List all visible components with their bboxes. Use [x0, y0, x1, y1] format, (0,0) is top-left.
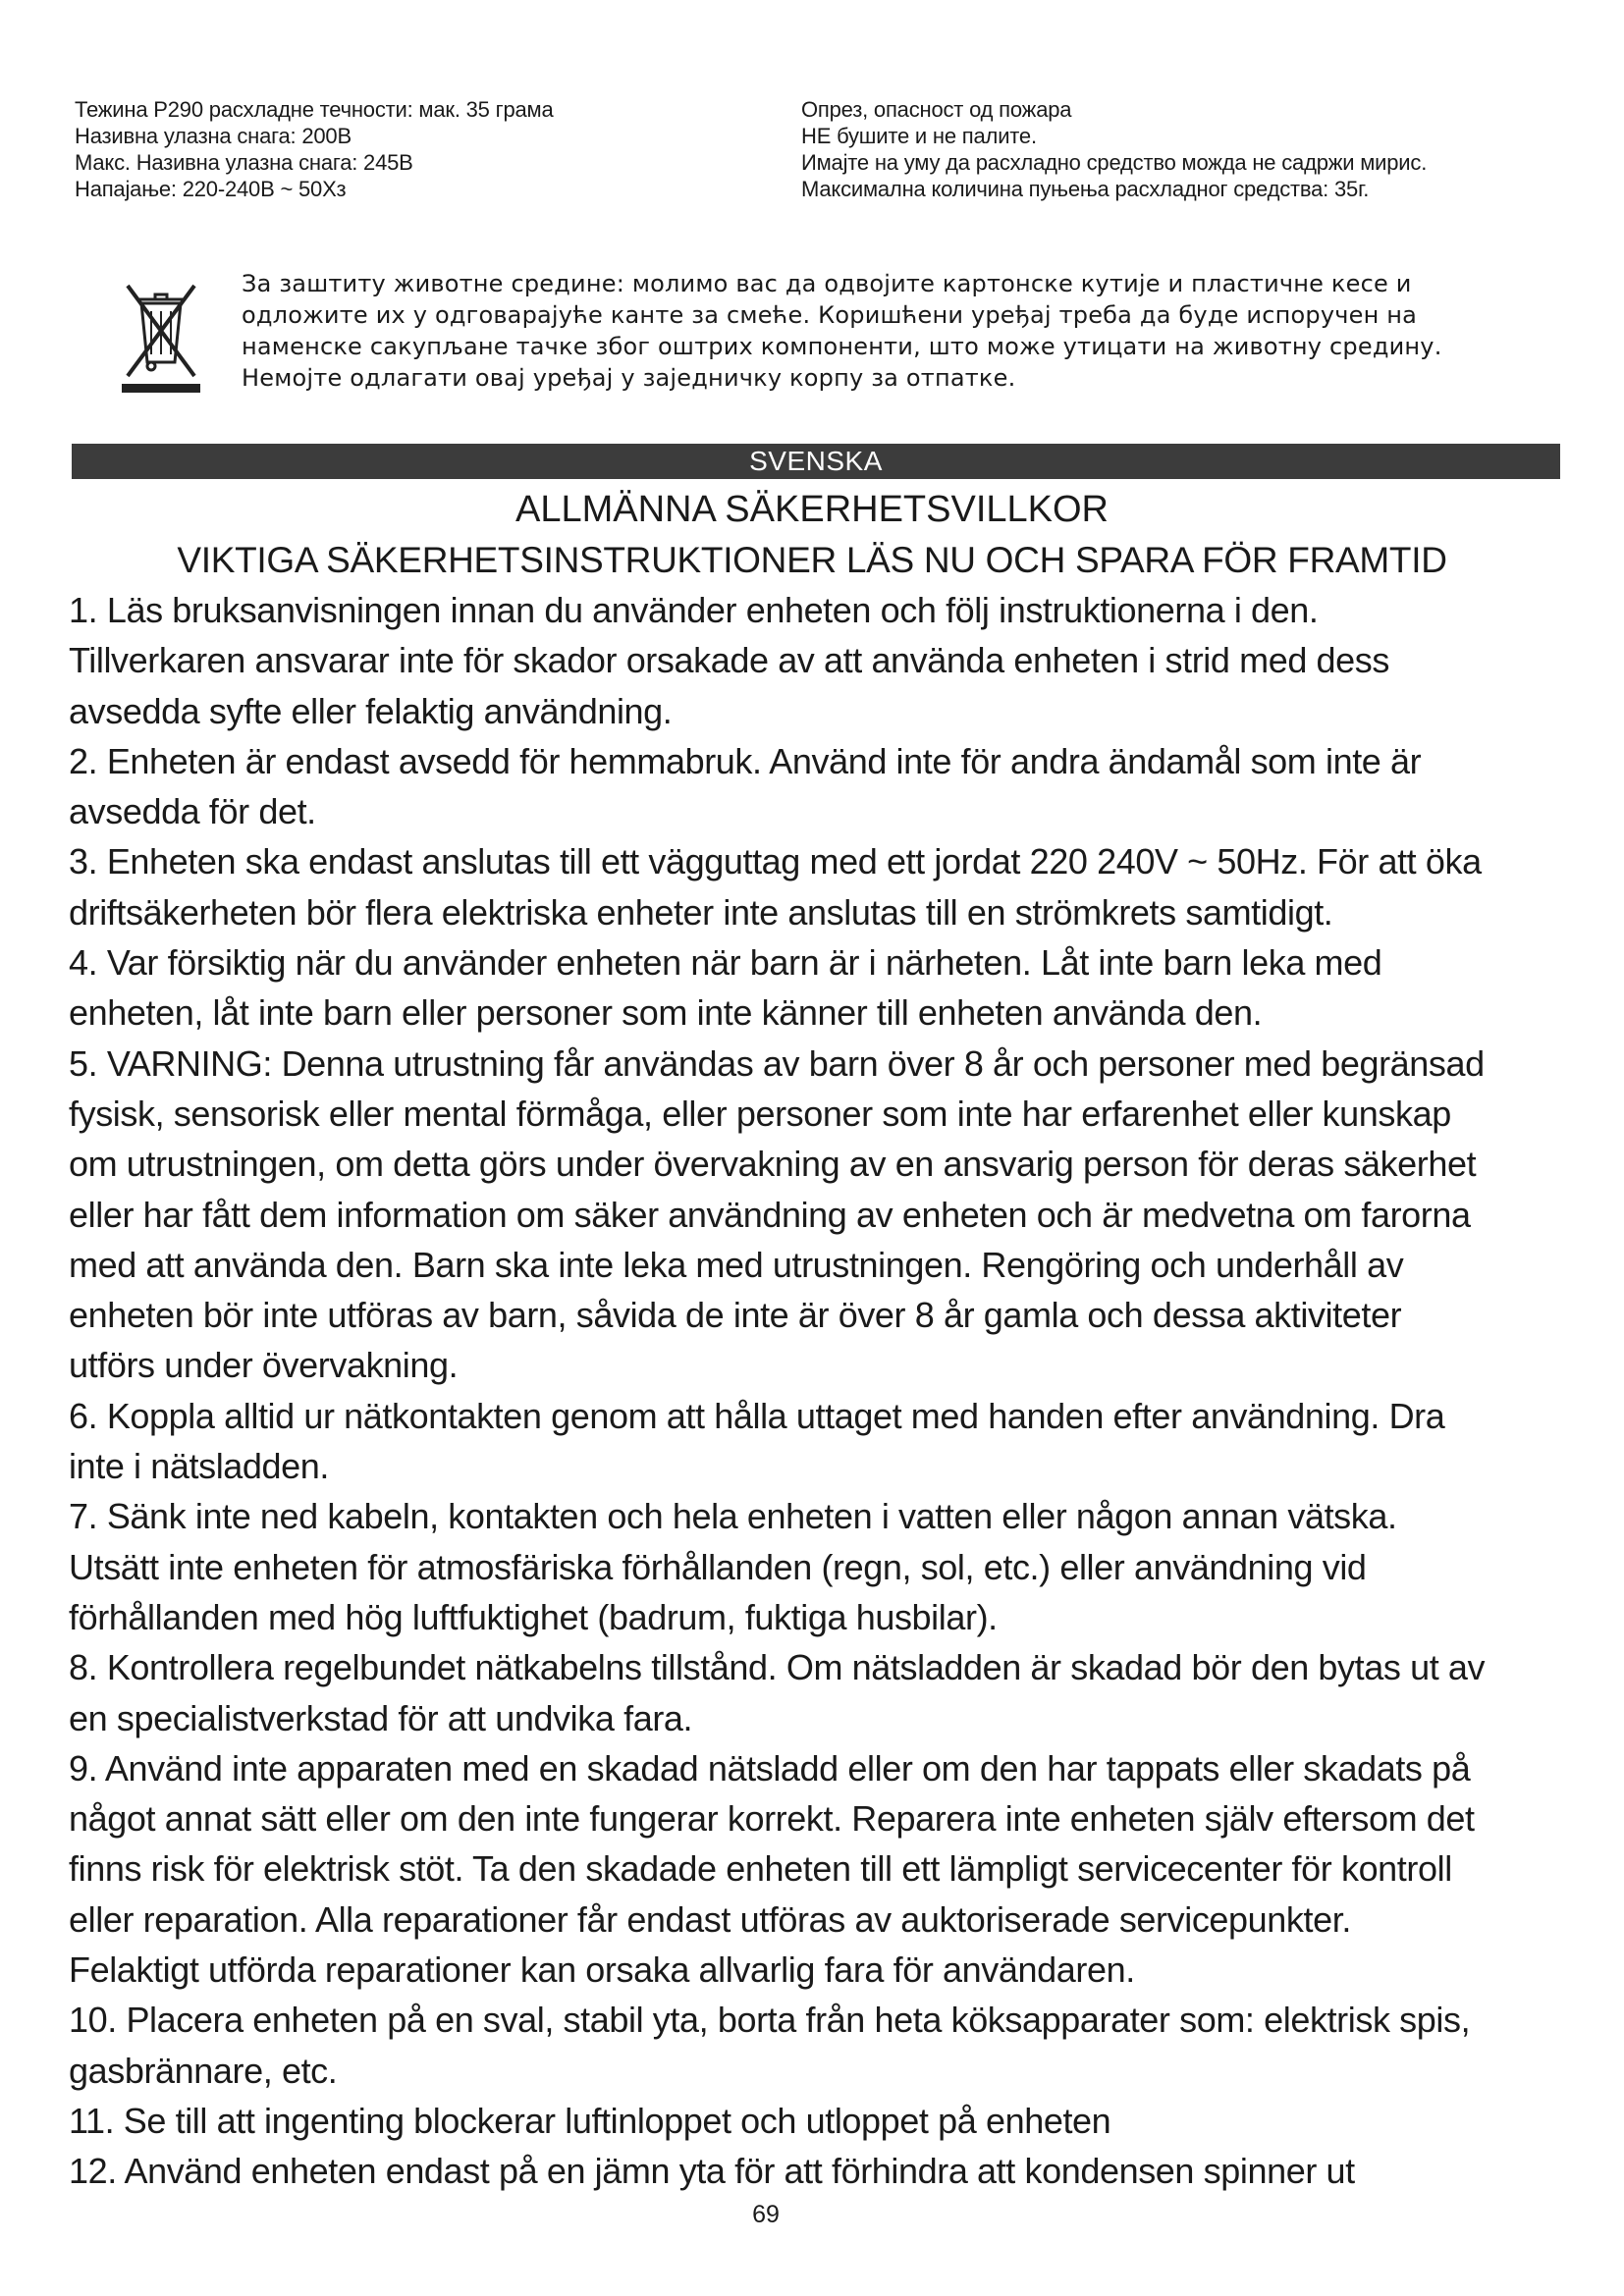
page-number: 69: [752, 2201, 780, 2228]
instruction-line: 9. Använd inte apparaten med en skadad nätsladd eller om den har tappats eller skadats på: [69, 1747, 1471, 1789]
spec-refrigerant-weight: Тежина Р290 расхладне течности: мак. 35 грама: [75, 97, 554, 122]
instruction-line: en specialistverkstad för att undvika fara.: [69, 1697, 693, 1738]
instruction-line: 5. VARNING: Denna utrustning får användas av barn över 8 år och personer med begränsad: [69, 1042, 1485, 1084]
spec-max-input-power: Макс. Називна улазна снага: 245В: [75, 150, 413, 175]
instruction-line: avsedda syfte eller felaktig användning.: [69, 690, 673, 731]
instruction-line: 11. Se till att ingenting blockerar luftinloppet och utloppet på enheten: [69, 2100, 1111, 2141]
instruction-line: finns risk för elektrisk stöt. Ta den skadade enheten till ett lämpligt servicecenter för kontroll: [69, 1848, 1452, 1890]
specifications-right-column: [801, 96, 1427, 202]
instruction-line: förhållanden med hög luftfuktighet (badrum, fuktiga husbilar).: [69, 1596, 998, 1637]
warning-max-charge: Максимална количина пуњења расхладног средства: 35г.: [801, 177, 1370, 201]
instruction-line: 4. Var försiktig när du använder enheten när barn är i närheten. Låt inte barn leka med: [69, 942, 1382, 984]
instruction-line: Utsätt inte enheten för atmosfäriska förhållanden (regn, sol, etc.) eller användning vid: [69, 1546, 1367, 1587]
environment-notice: [75, 268, 1567, 415]
instruction-line: om utrustningen, om detta görs under övervakning av en ansvarig person för deras säkerhet: [69, 1144, 1477, 1185]
instruction-line: 2. Enheten är endast avsedd för hemmabruk. Använd inte för andra ändamål som inte är: [69, 740, 1422, 781]
instruction-line: 6. Koppla alltid ur nätkontakten genom att hålla uttaget med handen efter användning. Dra: [69, 1395, 1445, 1436]
instruction-line: inte i nätsladden.: [69, 1446, 329, 1487]
spec-rated-input-power: Називна улазна снага: 200В: [75, 124, 352, 148]
instruction-line: driftsäkerheten bör flera elektriska enheter inte anslutas till en strömkrets samtidigt.: [69, 891, 1333, 933]
environment-line: Немојте одлагати овај уређај у заједничку корпу за отпатке.: [242, 364, 1016, 392]
instruction-line: eller reparation. Alla reparationer får endast utföras av auktoriserade servicepunkter.: [69, 1898, 1351, 1940]
instruction-line: 10. Placera enheten på en sval, stabil yta, borta från heta köksapparater som: elektrisk spis,: [69, 2000, 1471, 2041]
warning-do-not-pierce: НЕ бушите и не палите.: [801, 124, 1037, 148]
instruction-line: något annat sätt eller om den inte fungerar korrekt. Reparera inte enheten själv eftersom det: [69, 1798, 1475, 1840]
language-section-header: SVENSKA: [72, 444, 1560, 479]
instruction-line: avsedda för det.: [69, 791, 316, 832]
spec-power-supply: Напајање: 220-240В ~ 50Хз: [75, 177, 347, 201]
environment-line: За заштиту животне средине: молимо вас да одвојите картонске кутије и пластичне кесе и: [242, 270, 1412, 297]
section-title: ALLMÄNNA SÄKERHETSVILLKOR: [515, 489, 1109, 530]
environment-notice-text: [242, 268, 1577, 394]
instruction-line: utförs under övervakning.: [69, 1345, 459, 1386]
environment-line: одложите их у одговарајуће канте за смеће. Коришћени уређај треба да буде испоручен на: [242, 301, 1418, 329]
instruction-line: enheten bör inte utföras av barn, såvida de inte är över 8 år gamla och dessa aktiviteter: [69, 1295, 1402, 1336]
crossed-out-wheelie-bin-icon: [122, 278, 200, 394]
safety-instructions: [69, 585, 1571, 2197]
instruction-line: 3. Enheten ska endast anslutas till ett vägguttag med ett jordat 220 240V ~ 50Hz. För att öka: [69, 841, 1482, 882]
environment-line: наменске сакупљане тачке због оштрих компоненти, што може утицати на животну средину.: [242, 333, 1442, 360]
warning-fire-risk: Опрез, опасност од пожара: [801, 97, 1072, 122]
instruction-line: gasbrännare, etc.: [69, 2050, 338, 2091]
instruction-line: 12. Använd enheten endast på en jämn yta för att förhindra att kondensen spinner ut: [69, 2151, 1355, 2192]
instruction-line: 7. Sänk inte ned kabeln, kontakten och hela enheten i vatten eller någon annan vätska.: [69, 1496, 1397, 1537]
instruction-line: enheten, låt inte barn eller personer som inte känner till enheten använda den.: [69, 992, 1263, 1034]
specifications-left-column: [75, 96, 553, 202]
instruction-line: eller har fått dem information om säker användning av enheten och är medvetna om farorna: [69, 1194, 1471, 1235]
warning-refrigerant-odor: Имајте на уму да расхладно средство можда не садржи мирис.: [801, 150, 1428, 175]
instruction-line: 1. Läs bruksanvisningen innan du använder enheten och följ instruktionerna i den.: [69, 590, 1319, 630]
instruction-line: med att använda den. Barn ska inte leka med utrustningen. Rengöring och underhåll av: [69, 1244, 1404, 1285]
instruction-line: 8. Kontrollera regelbundet nätkabelns tillstånd. Om nätsladden är skadad bör den bytas ut av: [69, 1647, 1486, 1688]
instruction-line: Felaktigt utförda reparationer kan orsaka allvarlig fara för användaren.: [69, 1949, 1135, 1991]
section-subtitle: VIKTIGA SÄKERHETSINSTRUKTIONER LÄS NU OCH SPARA FÖR FRAMTID: [177, 540, 1447, 580]
instruction-line: fysisk, sensorisk eller mental förmåga, eller personer som inte har erfarenhet eller kunskap: [69, 1093, 1451, 1134]
instruction-line: Tillverkaren ansvarar inte för skador orsakade av att använda enheten i strid med dess: [69, 640, 1389, 681]
